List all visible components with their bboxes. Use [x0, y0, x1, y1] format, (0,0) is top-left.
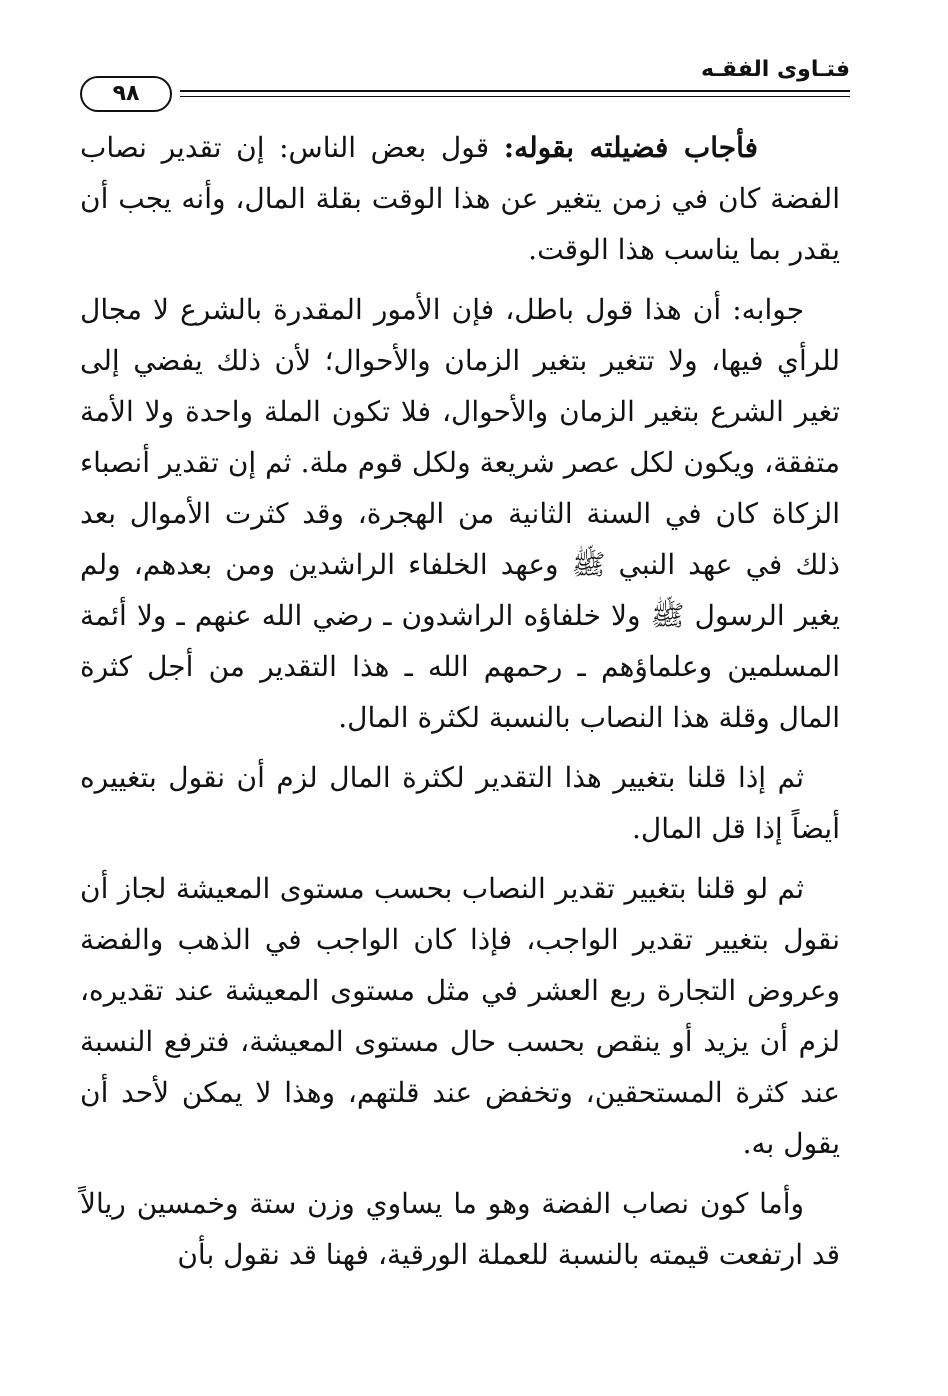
book-title: فتـاوى الفقـه	[701, 57, 850, 82]
paragraph-answer-body: جوابه: أن هذا قول باطل، فإن الأمور المقدرة بالشرع لا مجال للرأي فيها، ولا تتغير بتغير الزمان والأحوال؛ لأن ذلك يفضي إلى تغير الشرع بتغير الزمان والأحوال، فلا تكون الملة واحدة ولا الأمة متفقة، ويكون لكل عصر شريعة ولكل قوم ملة. ثم إن تقدير أنصباء الزكاة كان في السنة الثانية من الهجرة، وقد كثرت الأموال بعد ذلك في عهد النبي ﷺ وعهد الخلفاء الراشدين ومن بعدهم، ولم يغير الرسول ﷺ ولا خلفاؤه الراشدون ـ رضي الله عنهم ـ ولا أئمة المسلمين وعلماؤهم ـ رحمهم الله ـ هذا التقدير من أجل كثرة المال وقلة هذا النصاب بالنسبة لكثرة المال.	[80, 293, 840, 734]
running-header	[80, 54, 850, 114]
paragraph-living-standard: ثم لو قلنا بتغيير تقدير النصاب بحسب مستوى المعيشة لجاز أن نقول بتغيير تقدير الواجب، فإذا كان الواجب في الذهب والفضة وعروض التجارة ربع العشر في مثل مستوى المعيشة عند تقديره، لزم أن يزيد أو ينقص بحسب حال مستوى المعيشة، فترفع النسبة عند كثرة المستحقين، وتخفض عند قلتهم، وهذا لا يمكن لأحد أن يقول به.	[80, 872, 840, 1160]
answer-question-text: قول بعض الناس: إن تقدير نصاب الفضة كان في زمن يتغير عن هذا الوقت بقلة المال، وأنه يجب أن يقدر بما يناسب هذا الوقت.	[80, 131, 840, 266]
page-number: ٩٨	[80, 76, 172, 112]
header-rule-thin	[180, 96, 850, 97]
page-body	[80, 122, 840, 1289]
header-rule	[180, 90, 850, 92]
paragraph-answer-intro	[80, 122, 840, 275]
paragraph-consequence: ثم إذا قلنا بتغيير هذا التقدير لكثرة المال لزم أن نقول بتغييره أيضاً إذا قل المال.	[80, 761, 840, 845]
answer-lead: فأجاب فضيلته بقوله:	[503, 131, 758, 164]
paragraph-silver-nisab: وأما كون نصاب الفضة وهو ما يساوي وزن ستة وخمسين ريالاً قد ارتفعت قيمته بالنسبة للعملة الورقية، فهنا قد نقول بأن	[80, 1187, 840, 1271]
